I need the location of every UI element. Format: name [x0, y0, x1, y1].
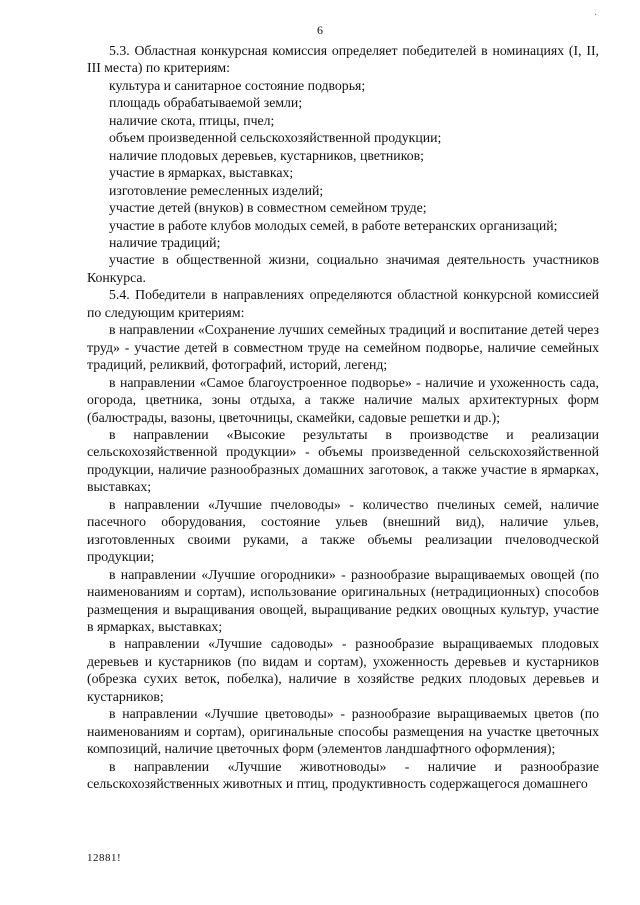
- direction-paragraph: в направлении «Сохранение лучших семейных традиций и воспитание детей через труд» - участие детей в совместном труде на семейном подворье, наличие семейных традиций, реликвий, фотографий, историй, легенд;: [87, 322, 599, 373]
- criterion-item: участие в ярмарках, выставках;: [109, 165, 294, 181]
- criterion-item: наличие плодовых деревьев, кустарников, цветников;: [109, 147, 424, 163]
- direction-paragraph: в направлении «Лучшие огородники» - разнообразие выращиваемых овощей (по наименованиям и сортам), использование оригинальных (нетрадиционных) способов размещения и выращивания овощей, выращивание редких овощных культур, участие в ярмарках, выставках;: [87, 566, 599, 634]
- criterion-item: участие в общественной жизни, социально значимая деятельность участников Конкурса.: [87, 252, 599, 285]
- criterion-item: участие детей (внуков) в совместном семейном труде;: [109, 200, 427, 216]
- direction-paragraph: в направлении «Лучшие цветоводы» - разнообразие выращиваемых цветов (по наименованиям и сортам), оригинальные способы размещения на участке цветочных композиций, наличие цветочных форм (элементов ландшафтного оформления);: [87, 706, 599, 757]
- criterion-item: наличие скота, птицы, пчел;: [109, 112, 275, 128]
- document-body: [87, 42, 599, 792]
- section-5-3-intro: 5.3. Областная конкурсная комиссия определяет победителей в номинациях (I, II, III места) по критериям:: [87, 43, 599, 76]
- direction-paragraph: в направлении «Лучшие садоводы» - разнообразие выращиваемых плодовых деревьев и кустарников (по видам и сортам), ухоженность деревьев и кустарников (обрезка сухих веток, побелка), наличие в хозяйстве редких плодовых деревьев и кустарников;: [87, 636, 599, 704]
- direction-paragraph: в направлении «Самое благоустроенное подворье» - наличие и ухоженность сада, огорода, цветника, зоны отдыха, а также наличие малых архитектурных форм (балюстрады, вазоны, цветочницы, скамейки, садовые решетки и др.);: [87, 374, 599, 425]
- page-number: 6: [317, 23, 323, 37]
- criterion-item: объем произведенной сельскохозяйственной продукции;: [109, 130, 442, 146]
- criterion-item: изготовление ремесленных изделий;: [109, 182, 324, 198]
- direction-paragraph: в направлении «Лучшие пчеловоды» - количество пчелиных семей, наличие пасечного оборудования, состояние ульев (внешний вид), наличие ульев, изготовленных своими руками, а также объемы реализации пчеловодческой продукции;: [87, 496, 599, 565]
- section-5-4-intro: 5.4. Победители в направлениях определяются областной конкурсной комиссией по следующим критериям:: [87, 287, 599, 320]
- criterion-item: культура и санитарное состояние подворья;: [109, 77, 366, 93]
- direction-paragraph: в направлении «Высокие результаты в производстве и реализации сельскохозяйственной продукции» - объемы произведенной сельскохозяйственной продукции, наличие разнообразных домашних заготовок, а также участие в ярмарках, выставках;: [87, 426, 599, 495]
- footer-code: 12881!: [87, 852, 122, 864]
- criterion-item: наличие традиций;: [109, 234, 221, 250]
- direction-paragraph: в направлении «Лучшие животноводы» - наличие и разнообразие сельскохозяйственных животных и птиц, продуктивность содержащегося домашнего: [87, 758, 599, 792]
- criterion-item: площадь обрабатываемой земли;: [109, 95, 303, 111]
- criterion-item: участие в работе клубов молодых семей, в работе ветеранских организаций;: [109, 217, 558, 233]
- corner-mark: ·: [594, 10, 598, 21]
